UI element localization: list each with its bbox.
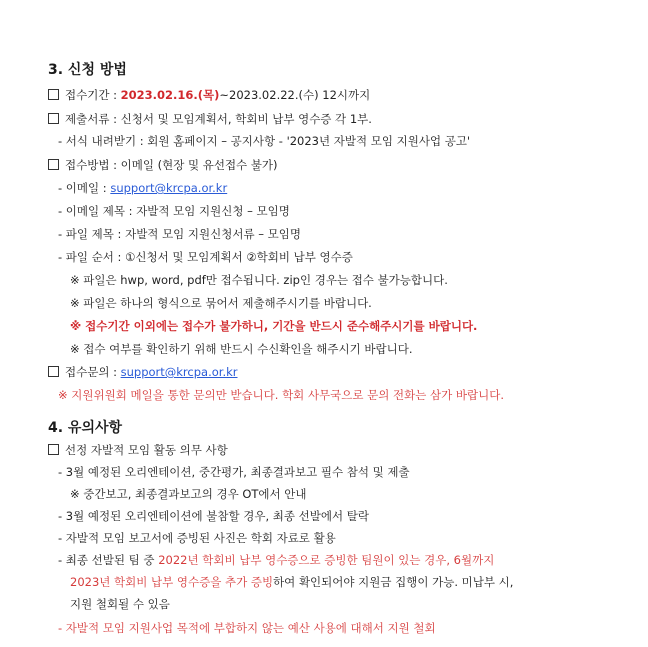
duty-item-2: - 3월 예정된 오리엔테이션에 불참할 경우, 최종 선발에서 탈락: [58, 509, 369, 523]
documents-item: [48, 111, 372, 127]
duty-text: 선정 자발적 모임 활동 의무 사항: [65, 443, 228, 457]
period-item: [48, 87, 370, 103]
duty-item-4-line-3: 지원 철회될 수 있음: [70, 597, 170, 611]
period-start-date: 2023.02.16.(목): [120, 88, 220, 102]
checkbox-bullet-icon: [48, 366, 59, 377]
section-4-title: 4. 유의사항: [48, 420, 123, 436]
duty-item-1: - 3월 예정된 오리엔테이션, 중간평가, 최종결과보고 필수 참석 및 제출: [58, 465, 410, 479]
note-file-formats: ※ 파일은 hwp, word, pdf만 접수됩니다. zip인 경우는 접수 불가능합니다.: [70, 273, 448, 287]
documents-text: 제출서류 : 신청서 및 모임계획서, 학회비 납부 영수증 각 1부.: [65, 112, 372, 126]
checkbox-bullet-icon: [48, 113, 59, 124]
inquiry-item: [48, 364, 238, 380]
note-deadline-warning: ※ 접수기간 이외에는 접수가 불가하니, 기간을 반드시 준수해주시기를 바랍니다.: [70, 319, 478, 333]
file-title-item: - 파일 제목 : 자발적 모임 지원신청서류 – 모임명: [58, 227, 301, 241]
duty-item-4-line-2-rest: 하여 확인되어야 지원금 집행이 가능. 미납부 시,: [273, 575, 514, 589]
email-subject-item: - 이메일 제목 : 자발적 모임 지원신청 – 모임명: [58, 204, 290, 218]
email-link[interactable]: support@krcpa.or.kr: [110, 181, 228, 195]
duty-item-4: [58, 552, 494, 568]
duty-item-4-highlight: 2022년 학회비 납부 영수증으로 증빙한 팀원이 있는 경우, 6월까지: [158, 553, 495, 567]
period-label: 접수기간 :: [65, 88, 121, 102]
duty-item-1-note: ※ 중간보고, 최종결과보고의 경우 OT에서 안내: [70, 487, 307, 501]
duty-item-4-prefix: - 최종 선발된 팀 중: [58, 553, 159, 567]
duty-item-4-line-2: [70, 574, 513, 590]
section-3-title: 3. 신청 방법: [48, 62, 127, 78]
email-label: - 이메일 :: [58, 181, 111, 195]
inquiry-note: ※ 지원위원회 메일을 통한 문의만 받습니다. 학회 사무국으로 문의 전화는 삼가 바랍니다.: [58, 388, 504, 402]
inquiry-email-link[interactable]: support@krcpa.or.kr: [120, 365, 238, 379]
duty-item-4-line-2-highlight: 2023년 학회비 납부 영수증을 추가 증빙: [70, 575, 274, 589]
note-single-file: ※ 파일은 하나의 형식으로 묶어서 제출해주시기를 바랍니다.: [70, 296, 372, 310]
checkbox-bullet-icon: [48, 159, 59, 170]
duty-item-3: - 자발적 모임 보고서에 증빙된 사진은 학회 자료로 활용: [58, 531, 336, 545]
note-confirm-receipt: ※ 접수 여부를 확인하기 위해 반드시 수신확인을 해주시기 바랍니다.: [70, 342, 413, 356]
checkbox-bullet-icon: [48, 89, 59, 100]
method-text: 접수방법 : 이메일 (현장 및 유선접수 불가): [65, 158, 278, 172]
duty-item: [48, 442, 228, 458]
email-item: [58, 180, 227, 196]
checkbox-bullet-icon: [48, 444, 59, 455]
inquiry-label: 접수문의 :: [65, 365, 121, 379]
download-item: - 서식 내려받기 : 회원 홈페이지 – 공지사항 - '2023년 자발적 모임 지원사업 공고': [58, 134, 471, 148]
duty-item-5: - 자발적 모임 지원사업 목적에 부합하지 않는 예산 사용에 대해서 지원 철회: [58, 621, 436, 635]
period-end-date: ~2023.02.22.(수) 12시까지: [219, 88, 371, 102]
method-item: [48, 157, 278, 173]
file-order-item: - 파일 순서 : ①신청서 및 모임계획서 ②학회비 납부 영수증: [58, 250, 353, 264]
